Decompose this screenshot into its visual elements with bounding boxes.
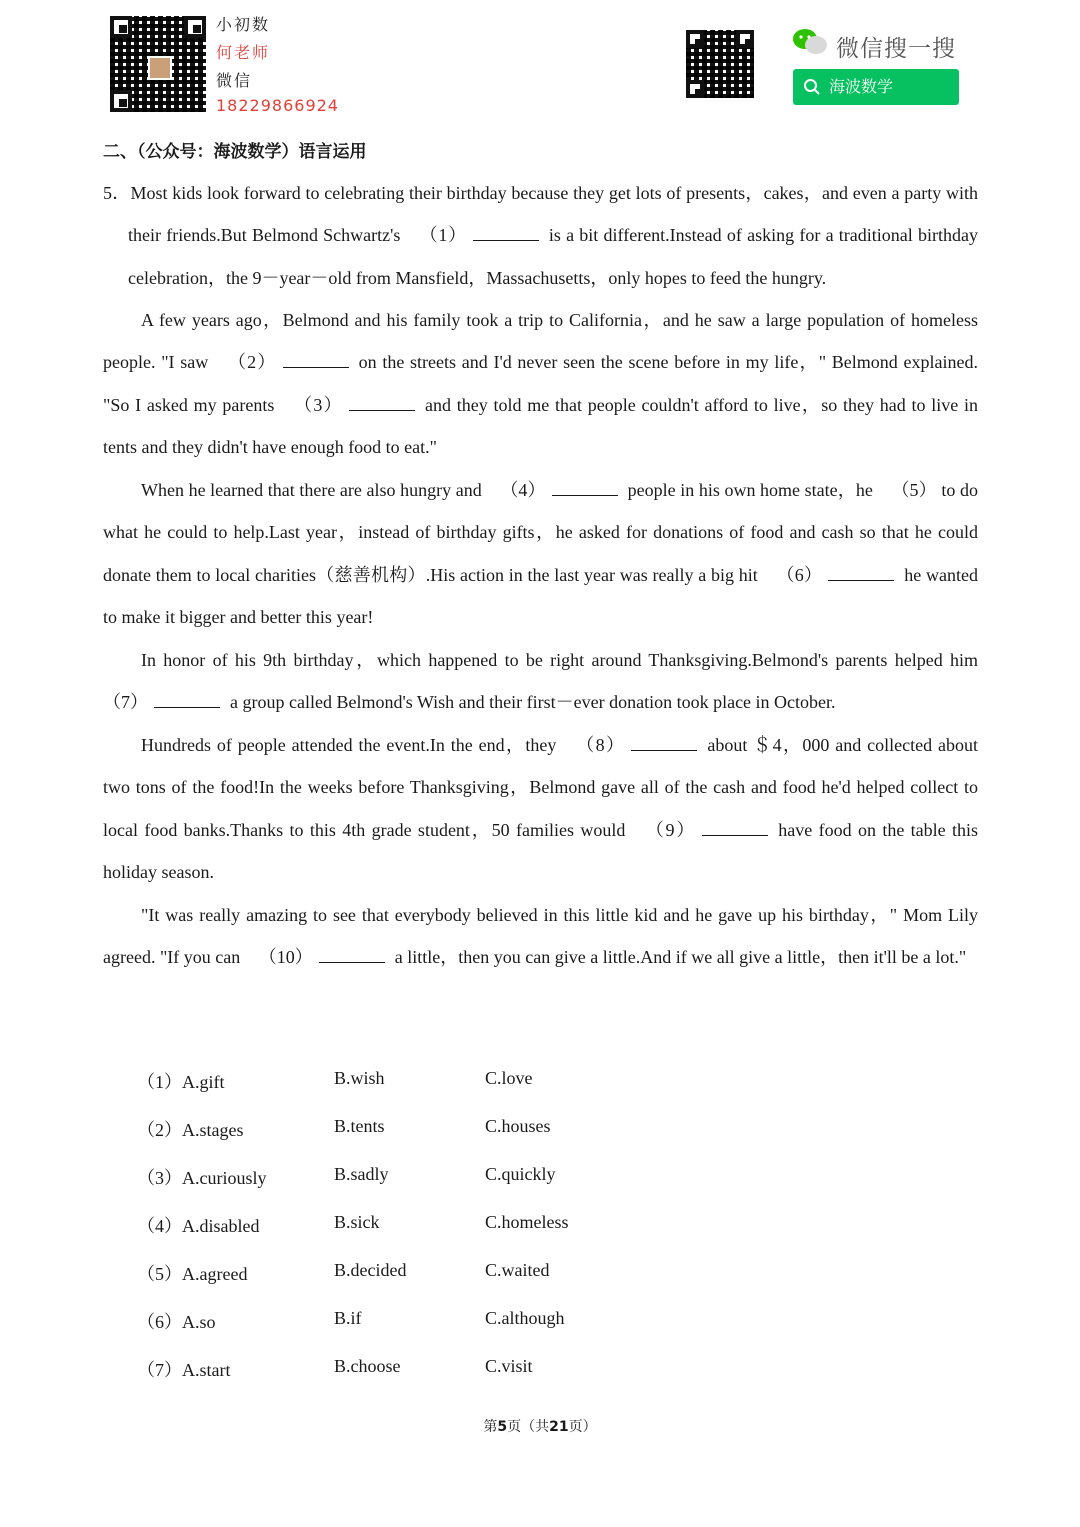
avatar bbox=[148, 56, 172, 80]
option-b[interactable]: B.tents bbox=[334, 1116, 385, 1136]
paragraph-2: A few years ago，Belmond and his family took a trip to California，and he saw a large population of homeless people. "I saw （2） on the streets and I'd never seen the scene before in my life，" Belmond explained. "So I asked my parents （3） and they told me that people couldn't afford to live，so they had to live in tents and they didn't have enough food to eat." bbox=[103, 310, 978, 458]
option-a[interactable]: （1）A.gift bbox=[137, 1072, 225, 1092]
option-a[interactable]: （2）A.stages bbox=[137, 1120, 244, 1140]
option-b[interactable]: B.choose bbox=[334, 1356, 401, 1376]
section-title: 二、（公众号：海波数学）语言运用 bbox=[103, 142, 367, 162]
blank-8[interactable] bbox=[631, 730, 697, 751]
option-c[interactable]: C.love bbox=[485, 1068, 533, 1088]
blank-4[interactable] bbox=[552, 475, 618, 496]
blank-1[interactable] bbox=[473, 220, 539, 241]
blank-7[interactable] bbox=[154, 687, 220, 708]
page-number: 5 bbox=[497, 1419, 508, 1435]
handwriting-phone: 18229866924 bbox=[216, 96, 339, 115]
wechat-search-box[interactable] bbox=[793, 69, 959, 105]
option-a[interactable]: （4）A.disabled bbox=[137, 1216, 260, 1236]
blank-2[interactable] bbox=[283, 347, 349, 368]
blank-9[interactable] bbox=[702, 815, 768, 836]
option-a[interactable]: （7）A.start bbox=[137, 1360, 231, 1380]
page-total: 21 bbox=[549, 1419, 569, 1435]
qr-code-right bbox=[686, 30, 754, 98]
paragraph-5: Hundreds of people attended the event.In the end，they （8） about ＄4，000 and collected about two tons of the food!In the weeks before Thanksgiving，Belmond gave all of the cash and food he'd helped collect to local food banks.Thanks to this 4th grade student，50 families would （9） have food on the table this holiday season. bbox=[103, 724, 978, 894]
handwriting-line: 微信 bbox=[216, 71, 253, 90]
question-intro: 5．Most kids look forward to celebrating their birthday because they get lots of presents，cakes，and even a party with their friends.But Belmond Schwartz's （1） is a bit different.Instead of asking for a traditional birthday celebration，the 9－year－old from Mansfield，Massachusetts，only hopes to feed the hungry. bbox=[103, 183, 978, 288]
wechat-search-title: 微信搜一搜 bbox=[836, 36, 956, 62]
paragraph-3: When he learned that there are also hungry and （4） people in his own home state，he （5） to do what he could to help.Last year，instead of birthday gifts，he asked for donations of food and cash so that he could donate them to local charities（慈善机构）.His action in the last year was really a big hit （6） he wanted to make it bigger and better this year! bbox=[103, 469, 978, 639]
option-b[interactable]: B.decided bbox=[334, 1260, 407, 1280]
option-b[interactable]: B.sadly bbox=[334, 1164, 389, 1184]
option-c[interactable]: C.houses bbox=[485, 1116, 551, 1136]
option-c[interactable]: C.although bbox=[485, 1308, 565, 1328]
option-c[interactable]: C.waited bbox=[485, 1260, 550, 1280]
option-b[interactable]: B.if bbox=[334, 1308, 362, 1328]
option-a[interactable]: （3）A.curiously bbox=[137, 1168, 267, 1188]
option-a[interactable]: （6）A.so bbox=[137, 1312, 216, 1332]
wechat-search-label: 海波数学 bbox=[829, 77, 894, 96]
paragraph-4: In honor of his 9th birthday，which happened to be right around Thanksgiving.Belmond's parents helped him （7） a group called Belmond's Wish and their first－ever donation took place in October. bbox=[103, 650, 978, 713]
option-a[interactable]: （5）A.agreed bbox=[137, 1264, 248, 1284]
search-icon bbox=[803, 78, 821, 96]
qr-code-left bbox=[110, 16, 206, 112]
blank-6[interactable] bbox=[828, 560, 894, 581]
option-b[interactable]: B.sick bbox=[334, 1212, 380, 1232]
blank-3[interactable] bbox=[349, 390, 415, 411]
handwriting-line: 何老师 bbox=[216, 43, 271, 62]
wechat-icon bbox=[792, 28, 828, 56]
page-footer: 第5页（共21页） bbox=[483, 1419, 597, 1435]
handwriting-line: 小初数 bbox=[216, 15, 271, 34]
option-b[interactable]: B.wish bbox=[334, 1068, 385, 1088]
option-c[interactable]: C.quickly bbox=[485, 1164, 556, 1184]
option-c[interactable]: C.homeless bbox=[485, 1212, 569, 1232]
paragraph-6: "It was really amazing to see that everybody believed in this little kid and he gave up his birthday，" Mom Lily agreed. "If you can （10） a little，then you can give a little.And if we all give a little，then it'll be a lot." bbox=[103, 905, 978, 968]
option-c[interactable]: C.visit bbox=[485, 1356, 533, 1376]
blank-10[interactable] bbox=[319, 942, 385, 963]
